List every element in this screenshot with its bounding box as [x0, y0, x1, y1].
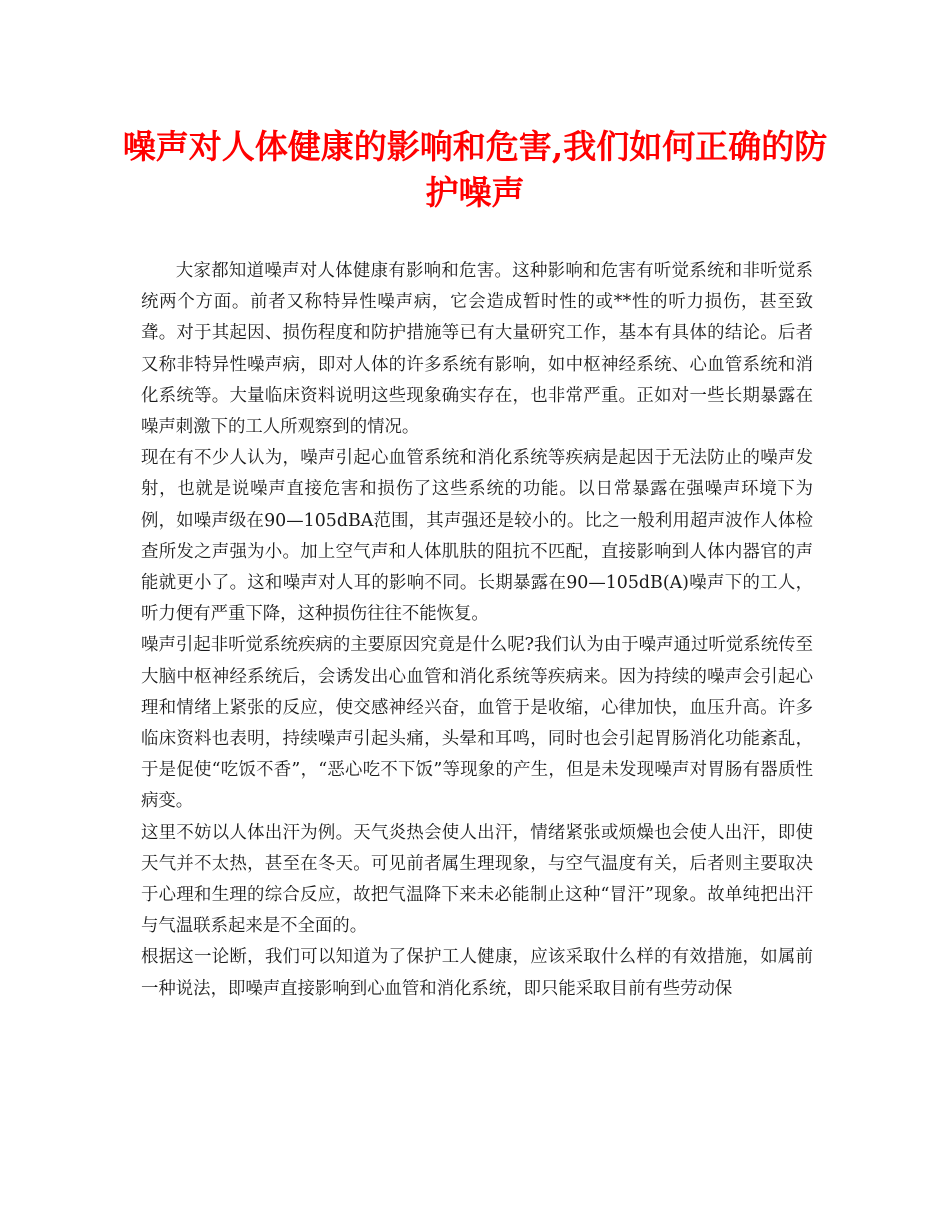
- paragraph-3: 噪声引起非听觉系统疾病的主要原因究竟是什么呢?我们认为由于噪声通过听觉系统传至大脑中枢神经系统后，会诱发出心血管和消化系统等疾病来。因为持续的噪声会引起心理和情绪上紧张的反应，使交感神经兴奋，血管于是收缩，心律加快，血压升高。许多临床资料也表明，持续噪声引起头痛，头晕和耳鸣，同时也会引起胃肠消化功能紊乱，于是促使“吃饭不香”，“恶心吃不下饭”等现象的产生，但是未发现噪声对胃肠有器质性病变。: [141, 635, 813, 812]
- document-body: [141, 256, 813, 1005]
- paragraph-5: 根据这一论断，我们可以知道为了保护工人健康，应该采取什么样的有效措施，如属前一种说法，即噪声直接影响到心血管和消化系统，即只能采取目前有些劳动保: [141, 947, 813, 999]
- paragraph-2: 现在有不少人认为，噪声引起心血管系统和消化系统等疾病是起因于无法防止的噪声发射，也就是说噪声直接危害和损伤了这些系统的功能。以日常暴露在强噪声环境下为例，如噪声级在90—105dBA范围，其声强还是较小的。比之一般利用超声波作人体检查所发之声强为小。加上空气声和人体肌肤的阻抗不匹配，直接影响到人体内器官的声能就更小了。这和噪声对人耳的影响不同。长期暴露在90—105dB(A)噪声下的工人，听力便有严重下降，这种损伤往往不能恢复。: [141, 448, 813, 625]
- paragraph-1: 大家都知道噪声对人体健康有影响和危害。这种影响和危害有听觉系统和非听觉系统两个方面。前者又称特异性噪声病，它会造成暂时性的或**性的听力损伤，甚至致聋。对于其起因、损伤程度和防护措施等已有大量研究工作，基本有具体的结论。后者又称非特异性噪声病，即对人体的许多系统有影响，如中枢神经系统、心血管系统和消化系统等。大量临床资料说明这些现象确实存在，也非常严重。正如对一些长期暴露在噪声刺激下的工人所观察到的情况。: [141, 261, 813, 438]
- document-title: 噪声对人体健康的影响和危害,我们如何正确的防护噪声: [122, 127, 828, 212]
- paragraph-4: 这里不妨以人体出汗为例。天气炎热会使人出汗，情绪紧张或烦燥也会使人出汗，即使天气并不太热，甚至在冬天。可见前者属生理现象，与空气温度有关，后者则主要取决于心理和生理的综合反应，故把气温降下来未必能制止这种“冒汗”现象。故单纯把出汗与气温联系起来是不全面的。: [141, 822, 813, 937]
